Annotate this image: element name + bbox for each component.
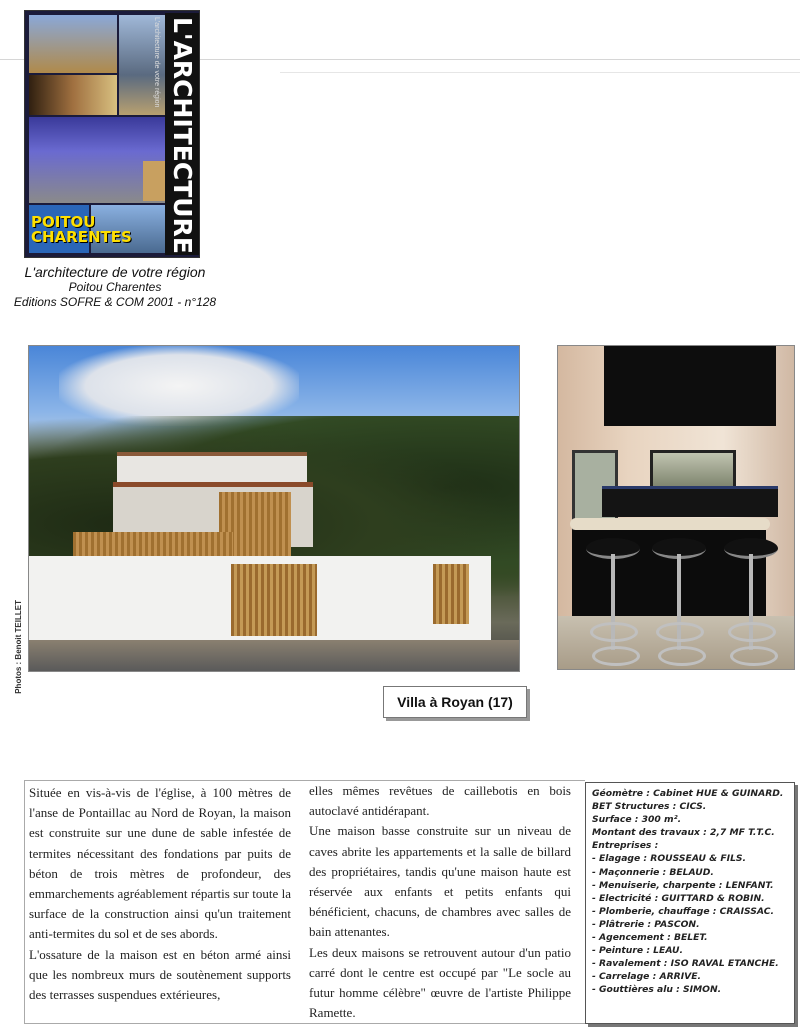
bar-stool [652,538,706,662]
article-box [24,780,585,1024]
street [29,640,519,671]
stool-ring [656,622,704,642]
cover-region-line2: CHARENTES [31,228,132,246]
bar-interior-photo [557,345,795,670]
bar-counter [570,518,770,530]
cover-photo-interior [29,75,117,115]
credit-line: Surface : 300 m². [592,814,682,826]
cover-subtitle: L'architecture de votre région [153,17,160,108]
villa-exterior-photo [28,345,520,672]
credit-line: Entreprises : [592,840,659,852]
credit-line: - Ravalement : ISO RAVAL ETANCHE. [592,958,779,970]
photo-credit: Photos : Benoit TEILLET [14,600,23,694]
bar-upper [602,486,778,517]
cover-region [31,213,132,246]
magazine-cover [24,10,200,258]
credit-line: - Agencement : BELET. [592,932,708,944]
credit-line: BET Structures : CICS. [592,801,707,813]
caption-text: Villa à Royan (17) [397,694,513,710]
article-column-2 [309,781,571,1023]
cover-title-band [165,13,199,255]
cover-region-line1: POITOU [31,213,96,231]
stool-foot [592,646,640,666]
wooden-gate [231,564,317,636]
credit-line: Géomètre : Cabinet HUE & GUINARD. [592,788,784,799]
credit-line: Montant des travaux : 2,7 MF T.T.C. [592,827,775,839]
photo-caption [383,686,527,718]
stool-ring [590,622,638,642]
stool-ring [728,622,776,642]
credit-line: - Plomberie, chauffage : CRAISSAC. [592,905,774,917]
article-paragraph: Située en vis-à-vis de l'église, à 100 mètres de l'anse de Pontaillac au Nord de Royan, la maison est construite sur une dune de sable infestée de termites nécessitant des fondations par puits de béton de trois mètres de profondeur, des emmarchements agréablement répartis sur toute la surface de la construction ainsi qu'un traitement anti-termites du sol et de ses abords. [29,785,291,942]
credit-line: - Plâtrerie : PASCON. [592,918,700,930]
sky-cloud [59,346,299,426]
cover-photo-house [143,161,167,201]
project-credits-box [585,782,795,1024]
cover-photo-tower [29,15,117,73]
reference-title: L'architecture de votre région [24,264,206,280]
cover-title: L'ARCHITECTURE [168,17,197,254]
wooden-door [433,564,469,624]
credit-line: - Elagage : ROUSSEAU & FILS. [592,853,747,865]
reference-edition: Editions SOFRE & COM 2001 - n°128 [13,295,217,309]
article-paragraph: Les deux maisons se retrouvent autour d'un patio carré dont le centre est occupé par "Le socle au futur homme célèbre" œuvre de l'artiste Philippe Ramette. [309,944,571,1021]
article-column-1 [29,783,291,1005]
top-rule-secondary [280,72,800,73]
upper-house [117,452,307,486]
bar-stool [586,538,640,662]
stool-foot [658,646,706,666]
bar-stool [724,538,778,662]
reference-region: Poitou Charentes [68,280,162,294]
black-hood [604,346,776,426]
credit-line: - Maçonnerie : BELAUD. [592,866,714,878]
article-paragraph: L'ossature de la maison est en béton armé ainsi que les nombreux murs de soutènement supports des terrasses suspendues extérieures, [29,946,291,1003]
stool-foot [730,646,778,666]
credits-list [586,783,794,997]
credit-line: - Electricité : GUITTARD & ROBIN. [592,892,765,904]
credit-line: - Carrelage : ARRIVE. [592,971,702,983]
credit-line: - Menuiserie, charpente : LENFANT. [592,879,774,891]
publication-reference [0,265,230,310]
credit-line: - Peinture : LEAU. [592,945,683,957]
article-paragraph: Une maison basse construite sur un niveau de caves abrite les appartements et la salle de billard des propriétaires, tandis qu'une maison haute est réservée aux enfants et petits enfants qui bénéficient, chacuns, de chambres avec salles de bain attenantes. [309,823,571,940]
article-paragraph: elles mêmes revêtues de caillebotis en bois autoclavé antidérapant. [309,783,571,819]
credit-line: - Gouttières alu : SIMON. [592,984,722,996]
